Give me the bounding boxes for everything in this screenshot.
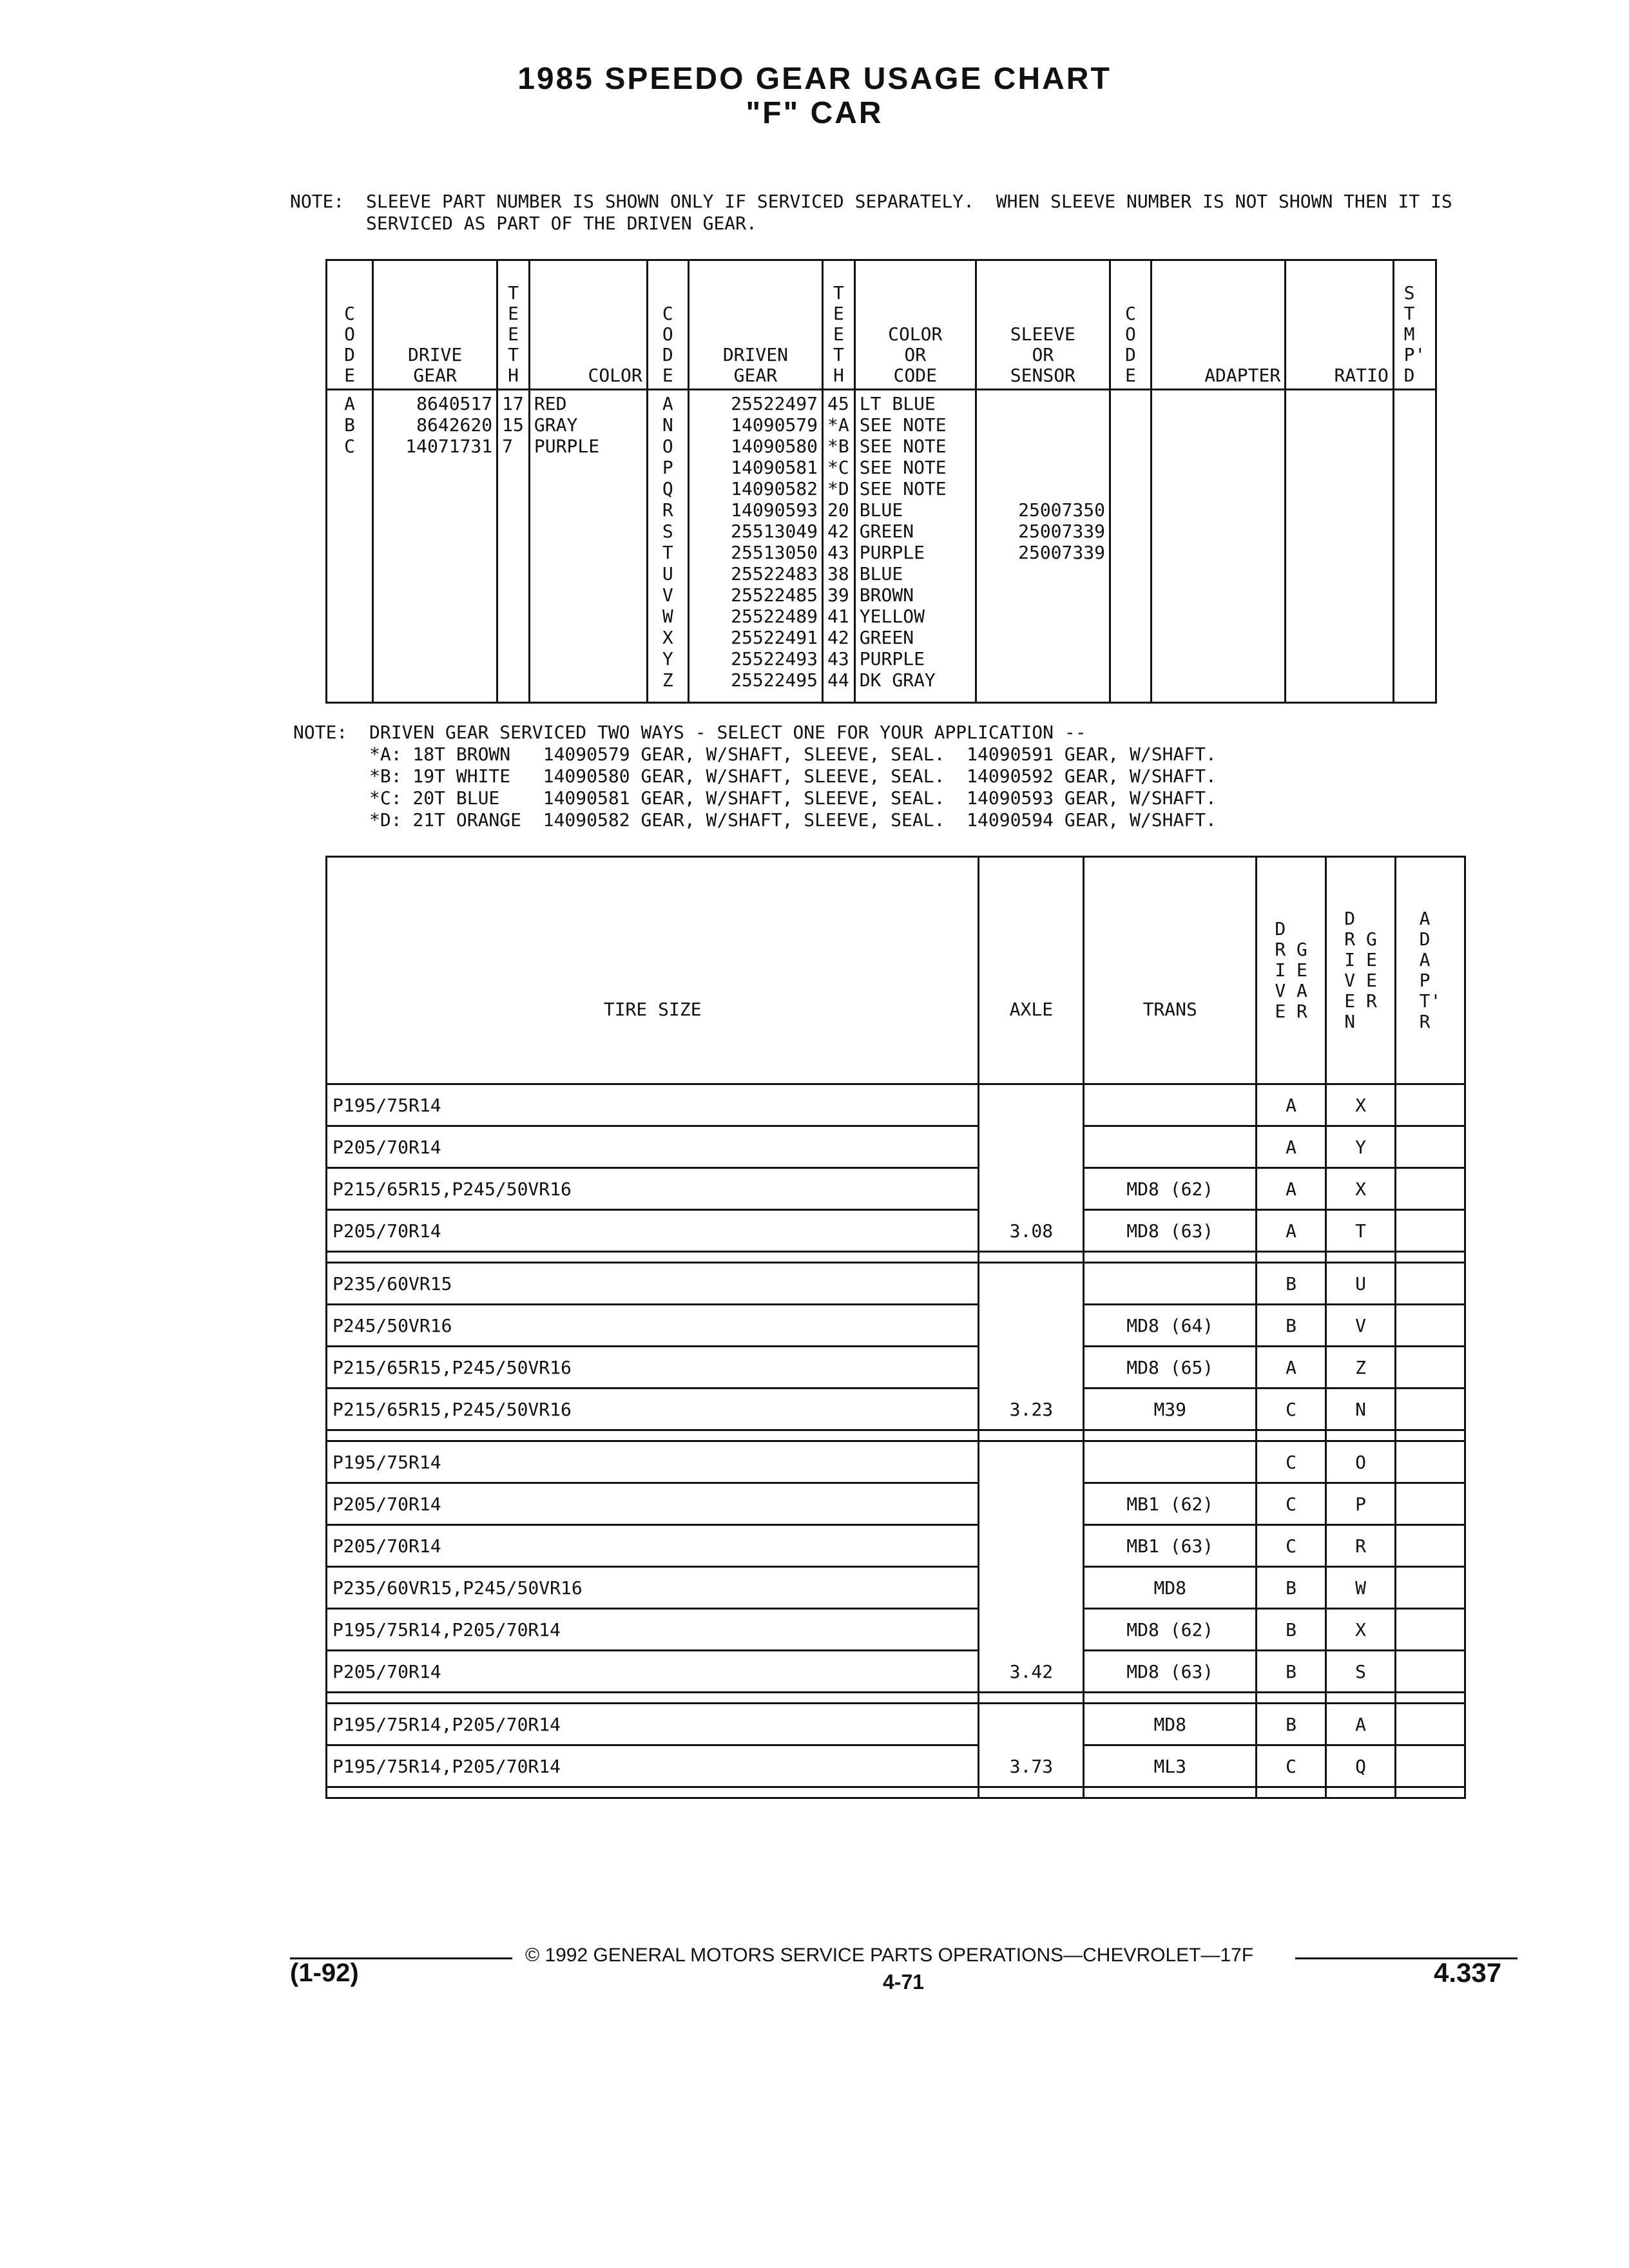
- trans-cell: [1084, 1263, 1257, 1305]
- spacer-cell: [1084, 1693, 1257, 1704]
- table-row: [327, 1168, 1465, 1210]
- driven-gear-cell: X: [1326, 1084, 1396, 1126]
- tire-size-cell: P235/60VR15,P245/50VR16: [327, 1567, 979, 1609]
- drive-teeth: 17 15 7: [497, 390, 530, 703]
- table-row: [327, 1567, 1465, 1609]
- tire-size-cell: P205/70R14: [327, 1651, 979, 1693]
- spacer-cell: [1257, 1430, 1326, 1441]
- axle-cell: 3.73: [979, 1704, 1084, 1787]
- header-axle: AXLE: [979, 857, 1084, 1084]
- drive-codes: A B C: [327, 390, 373, 703]
- adapter-cell: [1396, 1084, 1465, 1126]
- drive-gear-cell: A: [1257, 1084, 1326, 1126]
- adapter-cell: [1396, 1483, 1465, 1525]
- tire-size-cell: P195/75R14: [327, 1441, 979, 1483]
- adapter-cell: [1396, 1126, 1465, 1168]
- header-color: COLOR: [529, 260, 647, 390]
- spacer-cell: [1257, 1787, 1326, 1798]
- spacer-cell: [1326, 1252, 1396, 1263]
- axle-cell: 3.08: [979, 1084, 1084, 1252]
- header-teeth: T E E T H: [823, 260, 855, 390]
- tire-size-cell: P215/65R15,P245/50VR16: [327, 1168, 979, 1210]
- tire-size-cell: P245/50VR16: [327, 1305, 979, 1347]
- driven-gear-cell: Q: [1326, 1745, 1396, 1787]
- spacer-cell: [1326, 1693, 1396, 1704]
- table-row: [327, 1347, 1465, 1389]
- drive-gear-cell: C: [1257, 1745, 1326, 1787]
- drive-gear-cell: B: [1257, 1609, 1326, 1651]
- table-row: [327, 1441, 1465, 1483]
- tire-size-cell: P195/75R14,P205/70R14: [327, 1704, 979, 1745]
- tire-size-cell: P205/70R14: [327, 1483, 979, 1525]
- trans-cell: MD8 (62): [1084, 1609, 1257, 1651]
- table-row: [327, 1389, 1465, 1430]
- adapter-cell: [1396, 1651, 1465, 1693]
- header-drive-gear: D R G I E V A E R: [1257, 857, 1326, 1084]
- driven-gear-cell: U: [1326, 1263, 1396, 1305]
- code-column: [1110, 390, 1151, 703]
- table-row: [327, 1745, 1465, 1787]
- header-trans: TRANS: [1084, 857, 1257, 1084]
- page-subtitle: "F" CAR: [746, 96, 883, 130]
- tire-size-cell: P205/70R14: [327, 1126, 979, 1168]
- driven-gear-cell: T: [1326, 1210, 1396, 1252]
- footer-section: 4.337: [1434, 1957, 1502, 1988]
- table-row: [327, 1263, 1465, 1305]
- drive-gear-cell: C: [1257, 1389, 1326, 1430]
- driven-gear-cell: V: [1326, 1305, 1396, 1347]
- adapter-column: [1151, 390, 1285, 703]
- spacer-cell: [1396, 1787, 1465, 1798]
- group-spacer: [327, 1693, 1465, 1704]
- usage-table: [325, 856, 1466, 1799]
- header-code: C O D E: [1110, 260, 1151, 390]
- drive-gear-cell: C: [1257, 1525, 1326, 1567]
- table-row: [327, 1525, 1465, 1567]
- tire-size-cell: P215/65R15,P245/50VR16: [327, 1347, 979, 1389]
- driven-gear-cell: A: [1326, 1704, 1396, 1745]
- adapter-cell: [1396, 1210, 1465, 1252]
- group-spacer: [327, 1252, 1465, 1263]
- trans-cell: M39: [1084, 1389, 1257, 1430]
- trans-cell: MD8 (63): [1084, 1210, 1257, 1252]
- table-row: [327, 1126, 1465, 1168]
- table-row: [327, 1084, 1465, 1126]
- drive-gear-cell: A: [1257, 1210, 1326, 1252]
- header-adapter: ADAPTER: [1151, 260, 1285, 390]
- driven-gear-cell: N: [1326, 1389, 1396, 1430]
- driven-gear-cell: S: [1326, 1651, 1396, 1693]
- header-adapter: A D A P T' R: [1396, 857, 1465, 1084]
- driven-gear-cell: O: [1326, 1441, 1396, 1483]
- header-ratio: RATIO: [1286, 260, 1394, 390]
- ratio-column: [1286, 390, 1394, 703]
- table-row: [327, 1210, 1465, 1252]
- header-sleeve: SLEEVE OR SENSOR: [976, 260, 1110, 390]
- axle-cell: 3.42: [979, 1441, 1084, 1693]
- spacer-cell: [979, 1693, 1084, 1704]
- adapter-cell: [1396, 1745, 1465, 1787]
- drive-gear-cell: C: [1257, 1441, 1326, 1483]
- adapter-cell: [1396, 1263, 1465, 1305]
- header-tire-size: TIRE SIZE: [327, 857, 979, 1084]
- trans-cell: [1084, 1126, 1257, 1168]
- driven-codes: A N O P Q R S T U V W X Y Z: [647, 390, 688, 703]
- drive-gear-cell: B: [1257, 1651, 1326, 1693]
- trans-cell: MD8 (63): [1084, 1651, 1257, 1693]
- trans-cell: [1084, 1084, 1257, 1126]
- drive-gear-cell: A: [1257, 1168, 1326, 1210]
- drive-gear-cell: A: [1257, 1347, 1326, 1389]
- table-row: [327, 1609, 1465, 1651]
- driven-colors: LT BLUE SEE NOTE SEE NOTE SEE NOTE SEE NOTE BLUE GREEN PURPLE BLUE BROWN YELLOW GREEN PURPLE DK GRAY: [854, 390, 976, 703]
- spacer-cell: [1326, 1787, 1396, 1798]
- footer-page: 4-71: [883, 1970, 925, 1994]
- header-driven-gear: D R G I E V E E R N: [1326, 857, 1396, 1084]
- header-drive-gear: DRIVE GEAR: [373, 260, 497, 390]
- header-code: C O D E: [327, 260, 373, 390]
- sleeve-numbers: 25007350 25007339 25007339: [976, 390, 1110, 703]
- table-row: [327, 1305, 1465, 1347]
- drive-gear-cell: C: [1257, 1483, 1326, 1525]
- spacer-cell: [1084, 1252, 1257, 1263]
- driven-gear-cell: X: [1326, 1168, 1396, 1210]
- tire-size-cell: P215/65R15,P245/50VR16: [327, 1389, 979, 1430]
- spacer-cell: [327, 1252, 979, 1263]
- header-driven-gear: DRIVEN GEAR: [688, 260, 822, 390]
- spacer-cell: [1257, 1252, 1326, 1263]
- drive-gear-cell: A: [1257, 1126, 1326, 1168]
- adapter-cell: [1396, 1168, 1465, 1210]
- trans-cell: MD8: [1084, 1567, 1257, 1609]
- header-code: C O D E: [647, 260, 688, 390]
- adapter-cell: [1396, 1347, 1465, 1389]
- group-spacer: [327, 1787, 1465, 1798]
- driven-gear-note: NOTE: DRIVEN GEAR SERVICED TWO WAYS - SELECT ONE FOR YOUR APPLICATION -- *A: 18T BROWN 14090579 GEAR, W/SHAFT, SLEEVE, SEAL. 14090591 GEAR, W/SHAFT. *B: 19T WHITE 14090580 GEAR, W/SHAFT, SLEEVE, SEAL. 14090592 GEAR, W/SHAFT. *C: 20T BLUE 14090581 GEAR, W/SHAFT, SLEEVE, SEAL. 14090593 GEAR, W/SHAFT. *D: 21T ORANGE 14090582 GEAR, W/SHAFT, SLEEVE, SEAL. 14090594 GEAR, W/SHAFT.: [293, 722, 1217, 831]
- adapter-cell: [1396, 1525, 1465, 1567]
- adapter-cell: [1396, 1704, 1465, 1745]
- drive-gear-cell: B: [1257, 1305, 1326, 1347]
- drive-gear-cell: B: [1257, 1704, 1326, 1745]
- spacer-cell: [327, 1693, 979, 1704]
- stmp-column: [1393, 390, 1436, 703]
- table-row: [327, 1651, 1465, 1693]
- drive-colors: RED GRAY PURPLE: [529, 390, 647, 703]
- spacer-cell: [979, 1787, 1084, 1798]
- driven-gears: 25522497 14090579 14090580 14090581 14090582 14090593 25513049 25513050 25522483 25522485 25522489 25522491 25522493 25522495: [688, 390, 822, 703]
- spacer-cell: [979, 1430, 1084, 1441]
- axle-cell: 3.23: [979, 1263, 1084, 1430]
- trans-cell: MD8: [1084, 1704, 1257, 1745]
- tire-size-cell: P205/70R14: [327, 1525, 979, 1567]
- trans-cell: MD8 (62): [1084, 1168, 1257, 1210]
- gear-table: [325, 259, 1437, 704]
- table-row: [327, 1704, 1465, 1745]
- drive-gear-cell: B: [1257, 1567, 1326, 1609]
- driven-gear-cell: P: [1326, 1483, 1396, 1525]
- adapter-cell: [1396, 1441, 1465, 1483]
- driven-gear-cell: Z: [1326, 1347, 1396, 1389]
- trans-cell: MB1 (63): [1084, 1525, 1257, 1567]
- spacer-cell: [1084, 1787, 1257, 1798]
- adapter-cell: [1396, 1567, 1465, 1609]
- spacer-cell: [327, 1787, 979, 1798]
- trans-cell: ML3: [1084, 1745, 1257, 1787]
- driven-gear-cell: W: [1326, 1567, 1396, 1609]
- trans-cell: MB1 (62): [1084, 1483, 1257, 1525]
- trans-cell: MD8 (65): [1084, 1347, 1257, 1389]
- driven-teeth: 45 *A *B *C *D 20 42 43 38 39 41 42 43 44: [823, 390, 855, 703]
- footer-date: (1-92): [290, 1959, 359, 1987]
- sleeve-note: NOTE: SLEEVE PART NUMBER IS SHOWN ONLY IF SERVICED SEPARATELY. WHEN SLEEVE NUMBER IS NOT SHOWN THEN IT IS SERVICED AS PART OF THE DRIVEN GEAR.: [290, 191, 1452, 234]
- tire-size-cell: P195/75R14: [327, 1084, 979, 1126]
- drive-gear-cell: B: [1257, 1263, 1326, 1305]
- driven-gear-cell: X: [1326, 1609, 1396, 1651]
- spacer-cell: [979, 1252, 1084, 1263]
- spacer-cell: [1396, 1693, 1465, 1704]
- header-color-code: COLOR OR CODE: [854, 260, 976, 390]
- spacer-cell: [1396, 1252, 1465, 1263]
- group-spacer: [327, 1430, 1465, 1441]
- spacer-cell: [1396, 1430, 1465, 1441]
- header-stmp: S T M P' D: [1393, 260, 1436, 390]
- tire-size-cell: P205/70R14: [327, 1210, 979, 1252]
- page-title: 1985 SPEEDO GEAR USAGE CHART: [517, 62, 1112, 96]
- spacer-cell: [1257, 1693, 1326, 1704]
- driven-gear-cell: R: [1326, 1525, 1396, 1567]
- adapter-cell: [1396, 1609, 1465, 1651]
- tire-size-cell: P195/75R14,P205/70R14: [327, 1745, 979, 1787]
- spacer-cell: [327, 1430, 979, 1441]
- table-row: [327, 1483, 1465, 1525]
- adapter-cell: [1396, 1389, 1465, 1430]
- drive-gears: 8640517 8642620 14071731: [373, 390, 497, 703]
- trans-cell: [1084, 1441, 1257, 1483]
- header-teeth: T E E T H: [497, 260, 530, 390]
- spacer-cell: [1084, 1430, 1257, 1441]
- footer-copyright: © 1992 GENERAL MOTORS SERVICE PARTS OPERATIONS—CHEVROLET—17F: [525, 1945, 1254, 1966]
- tire-size-cell: P235/60VR15: [327, 1263, 979, 1305]
- adapter-cell: [1396, 1305, 1465, 1347]
- trans-cell: MD8 (64): [1084, 1305, 1257, 1347]
- spacer-cell: [1326, 1430, 1396, 1441]
- driven-gear-cell: Y: [1326, 1126, 1396, 1168]
- tire-size-cell: P195/75R14,P205/70R14: [327, 1609, 979, 1651]
